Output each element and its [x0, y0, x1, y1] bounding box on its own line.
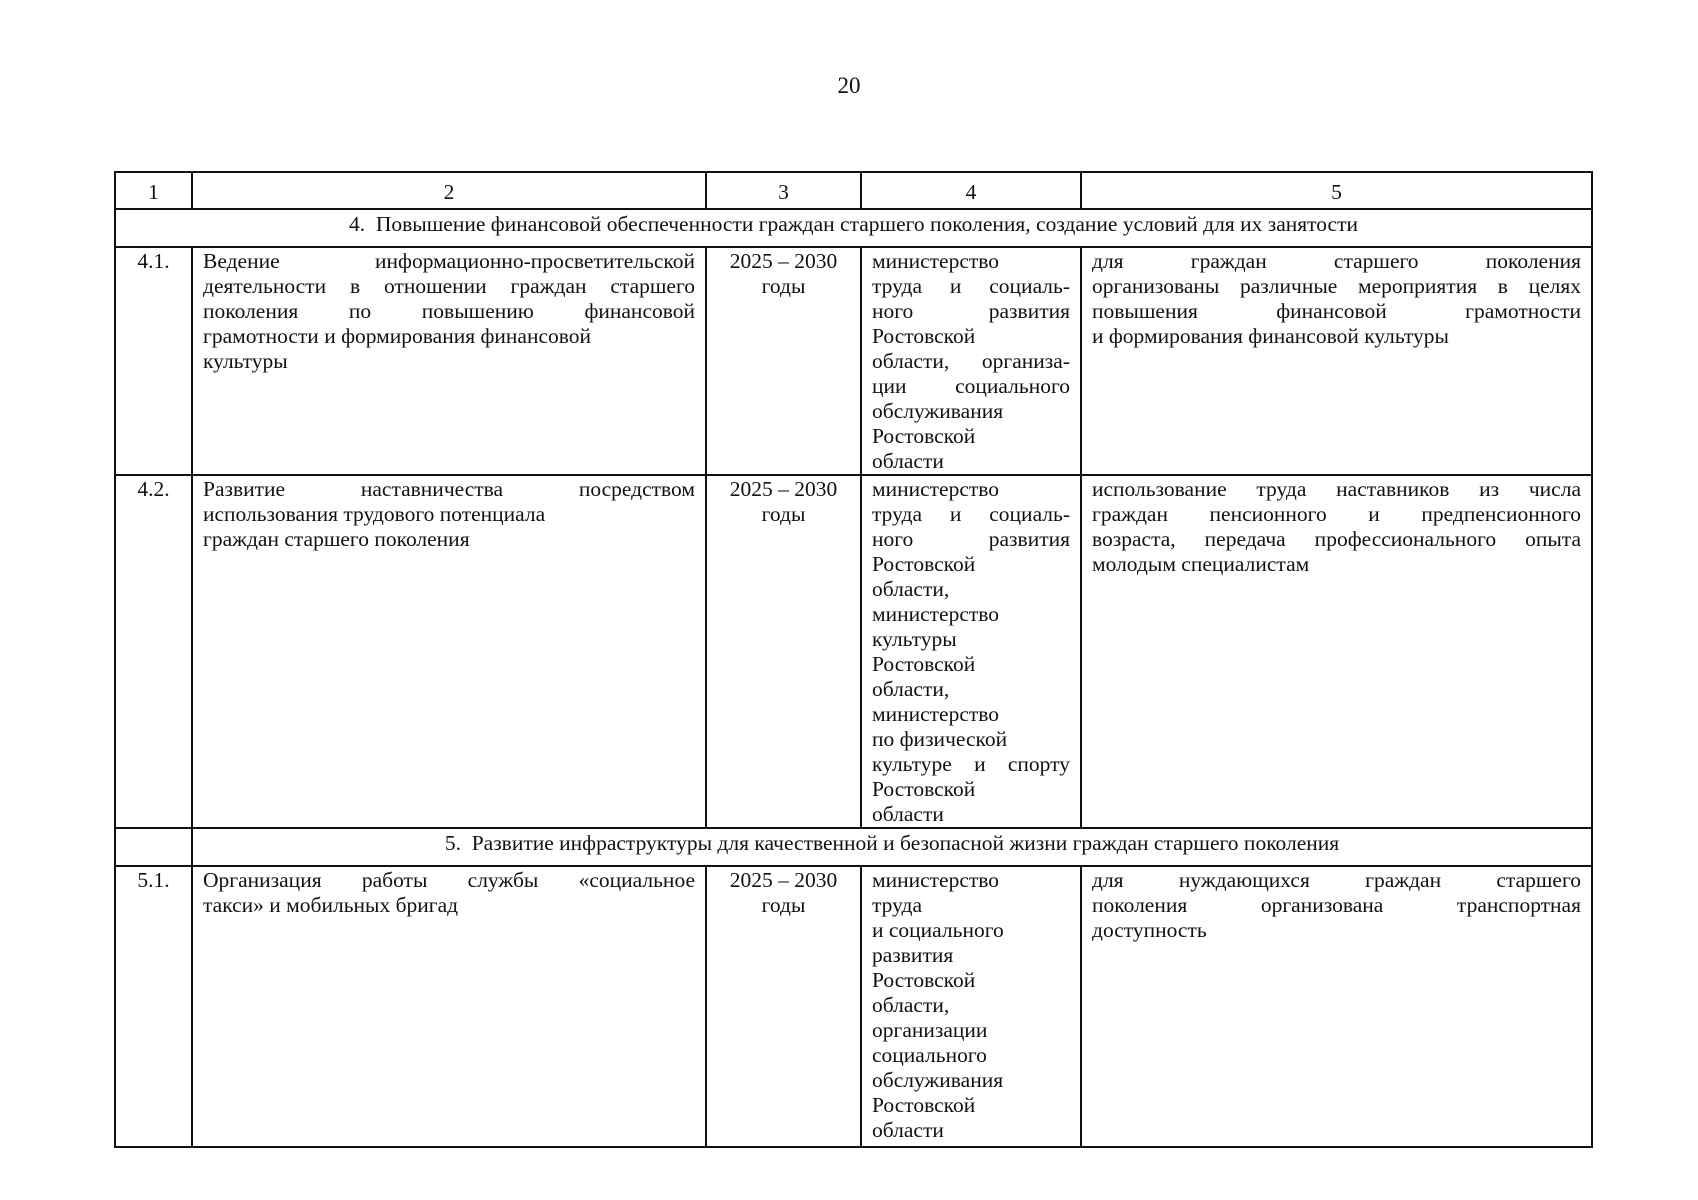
- result-cell: [1081, 247, 1592, 475]
- period-years: 2025 – 2030: [729, 477, 838, 501]
- activity-cell: [192, 247, 706, 475]
- text-line: для нуждающихся граждан старшего: [1092, 868, 1581, 892]
- text-line: Ростовской: [872, 424, 976, 448]
- table-row: [115, 866, 1592, 1147]
- text-line: труда и социаль-: [872, 274, 1070, 298]
- result-cell: [1081, 866, 1592, 1147]
- section-row: [115, 828, 1592, 866]
- text-line: Ведение информационно-просветительской: [203, 249, 695, 273]
- text-line: деятельности в отношении граждан старшего: [203, 274, 695, 298]
- table-row: [115, 247, 1592, 475]
- section-title: 4. Повышение финансовой обеспеченности граждан старшего поколения, создание условий для их занятости: [115, 209, 1592, 247]
- text-line: поколения организована транспортная: [1092, 893, 1581, 917]
- text-line: использование труда наставников из числа: [1092, 477, 1581, 501]
- text-line: использования трудового потенциала: [203, 502, 546, 526]
- text-line: ного развития: [872, 299, 1070, 323]
- page-number: 20: [837, 73, 861, 98]
- text-line: области: [872, 449, 944, 473]
- text-line: министерство: [872, 602, 1000, 626]
- text-line: области: [872, 1118, 944, 1142]
- section-title: 5. Развитие инфраструктуры для качественной и безопасной жизни граждан старшего поколения: [192, 828, 1592, 866]
- text-line: и социального: [872, 918, 1004, 942]
- text-line: организованы различные мероприятия в целях: [1092, 274, 1581, 298]
- text-line: поколения по повышению финансовой: [203, 299, 695, 323]
- text-line: и формирования финансовой культуры: [1092, 324, 1449, 348]
- text-line: возраста, передача профессионального опыта: [1092, 527, 1581, 551]
- text-line: министерство: [872, 477, 1000, 501]
- text-line: министерство: [872, 249, 1000, 273]
- text-line: развития: [872, 943, 954, 967]
- result-cell: [1081, 475, 1592, 828]
- text-line: социального: [872, 1043, 987, 1067]
- period-label: годы: [761, 274, 806, 298]
- text-line: Ростовской: [872, 552, 976, 576]
- row-number: 4.1.: [115, 247, 192, 475]
- row-number: 5.1.: [115, 866, 192, 1147]
- text-line: обслуживания: [872, 399, 1004, 423]
- table-row: [115, 475, 1592, 828]
- text-line: области,: [872, 577, 950, 601]
- period-cell: [706, 475, 861, 828]
- period-label: годы: [761, 893, 806, 917]
- text-line: молодым специалистам: [1092, 552, 1310, 576]
- executors-cell: [861, 475, 1081, 828]
- text-line: области: [872, 802, 944, 826]
- text-line: области,: [872, 677, 950, 701]
- text-line: обслуживания: [872, 1068, 1004, 1092]
- column-number: 4: [861, 172, 1081, 209]
- column-number: 5: [1081, 172, 1592, 209]
- column-number: 3: [706, 172, 861, 209]
- text-line: Развитие наставничества посредством: [203, 477, 695, 501]
- text-line: культуре и спорту: [872, 752, 1070, 776]
- text-line: грамотности и формирования финансовой: [203, 324, 592, 348]
- column-number-row: [115, 172, 1592, 209]
- period-label: годы: [761, 502, 806, 526]
- text-line: по физической: [872, 727, 1008, 751]
- text-line: ции социального: [872, 374, 1070, 398]
- period-years: 2025 – 2030: [729, 868, 838, 892]
- text-line: Ростовской: [872, 1093, 976, 1117]
- text-line: ного развития: [872, 527, 1070, 551]
- text-line: области, организа-: [872, 349, 1070, 373]
- text-line: труда и социаль-: [872, 502, 1070, 526]
- executors-cell: [861, 247, 1081, 475]
- period-years: 2025 – 2030: [729, 249, 838, 273]
- text-line: такси» и мобильных бригад: [203, 893, 459, 917]
- text-line: Ростовской: [872, 652, 976, 676]
- period-cell: [706, 866, 861, 1147]
- text-line: для граждан старшего поколения: [1092, 249, 1581, 273]
- executors-cell: [861, 866, 1081, 1147]
- text-line: культуры: [872, 627, 957, 651]
- text-line: культуры: [203, 349, 288, 373]
- activity-cell: [192, 475, 706, 828]
- text-line: труда: [872, 893, 923, 917]
- text-line: организации: [872, 1018, 988, 1042]
- section-number-cell: [115, 828, 192, 866]
- text-line: министерство: [872, 868, 1000, 892]
- row-number: 4.2.: [115, 475, 192, 828]
- text-line: Ростовской: [872, 777, 976, 801]
- column-number: 1: [115, 172, 192, 209]
- period-cell: [706, 247, 861, 475]
- text-line: доступность: [1092, 918, 1207, 942]
- text-line: министерство: [872, 702, 1000, 726]
- text-line: граждан пенсионного и предпенсионного: [1092, 502, 1581, 526]
- text-line: повышения финансовой грамотности: [1092, 299, 1581, 323]
- text-line: граждан старшего поколения: [203, 527, 470, 551]
- text-line: Организация работы службы «социальное: [203, 868, 695, 892]
- text-line: области,: [872, 993, 950, 1017]
- activity-plan-table: [114, 171, 1593, 1148]
- activity-cell: [192, 866, 706, 1147]
- section-row: [115, 209, 1592, 247]
- column-number: 2: [192, 172, 706, 209]
- text-line: Ростовской: [872, 324, 976, 348]
- text-line: Ростовской: [872, 968, 976, 992]
